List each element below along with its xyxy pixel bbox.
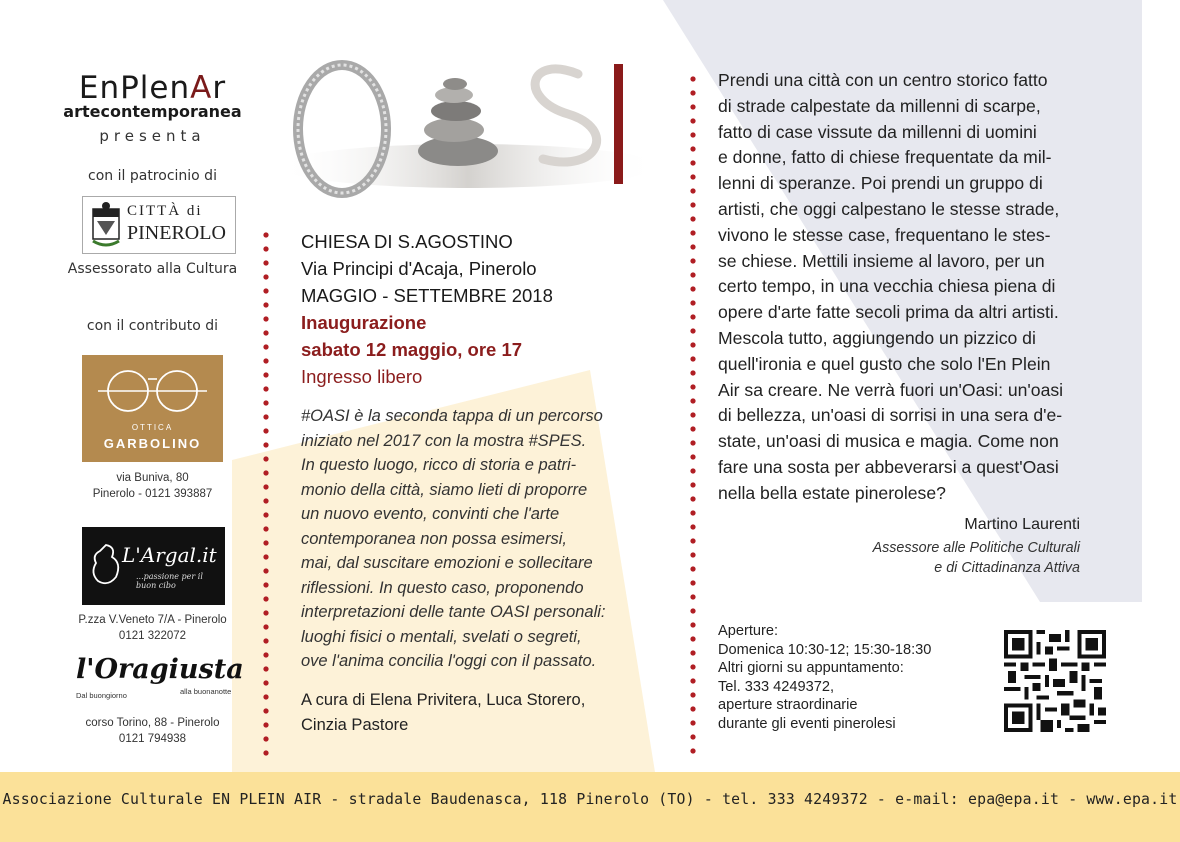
event-description <box>301 404 671 674</box>
brand-logo: EnPlenAr <box>78 70 227 106</box>
largal-address2: 0121 322072 <box>118 630 187 642</box>
oragiusta-address <box>40 715 265 747</box>
oragiusta-tagline-left: Dal buongiorno <box>76 691 127 700</box>
hours-label: Aperture: <box>718 623 779 639</box>
sponsors-label: con il contributo di <box>86 318 219 334</box>
presenta-text: presenta <box>99 127 206 145</box>
pinerolo-city-logo <box>82 196 236 254</box>
footer-bar <box>0 772 1180 842</box>
text-line: Prendi una città con un centro storico fatto <box>718 70 1048 90</box>
curators-line2: Cinzia Pastore <box>301 715 409 734</box>
brand-block <box>40 72 265 145</box>
opening-hours <box>718 622 998 733</box>
description-line: ove l'anima concilia l'oggi con il passato. <box>301 652 597 670</box>
description-line: #OASI è la seconda tappa di un percorso <box>301 407 603 425</box>
oragiusta-logo-text: l'Oragiusta <box>76 654 244 685</box>
rooster-icon <box>88 541 124 591</box>
department-label: Assessorato alla Cultura <box>67 261 238 277</box>
footer-contact-text: Associazione Culturale EN PLEIN AIR - stradale Baudenasca, 118 Pinerolo (TO) - tel. 333 4249372 - e-mail: epa@epa.it - www.epa.it <box>2 791 1178 808</box>
hours-extra2: durante gli eventi pinerolesi <box>718 715 896 732</box>
largal-address1: P.zza V.Veneto 7/A - Pinerolo <box>78 614 227 626</box>
text-line: se chiese. Mettili insieme al lavoro, per un <box>718 250 1045 271</box>
text-line: opere d'arte fatte secoli prima da altri artisti. <box>718 302 1059 323</box>
entry-info: Ingresso libero <box>301 366 423 387</box>
venue-street: Via Principi d'Acaja, Pinerolo <box>301 258 537 279</box>
glasses-icon <box>82 361 223 421</box>
intro-paragraph <box>718 68 1143 507</box>
description-line: contemporanea non possa esimersi, <box>301 529 567 548</box>
description-line: mai, dal suscitare emozioni e sollecitare <box>301 554 593 572</box>
description-line: monio della città, siamo lieti di proporre <box>301 480 588 499</box>
intro-text <box>718 68 1143 507</box>
text-line: artisti, che oggi calpestano le stesse strade, <box>718 198 1060 219</box>
largal-address <box>40 612 265 644</box>
right-dotted-divider <box>689 72 697 756</box>
oragiusta-tagline-right: alla buonanotte <box>180 687 232 696</box>
hours-phone: Tel. 333 4249372, <box>718 678 835 695</box>
ottica-line1: OTTICA <box>131 423 174 432</box>
description-line: un nuovo evento, convinti che l'arte <box>301 505 560 523</box>
venue-name: CHIESA DI S.AGOSTINO <box>301 231 513 252</box>
description-line: iniziato nel 2017 con la mostra #SPES. <box>301 431 587 450</box>
text-line: lenni di speranze. Poi prendi un gruppo di <box>718 173 1043 194</box>
opening-date: sabato 12 maggio, ore 17 <box>301 339 523 360</box>
largal-tagline: ...passione per il buon cibo <box>136 572 203 590</box>
hours-extra1: aperture straordinarie <box>718 697 858 713</box>
curators-line1: A cura di Elena Privitera, Luca Storero, <box>301 690 586 709</box>
largal-logo <box>82 527 225 605</box>
event-details <box>301 228 671 390</box>
largal-logo-text: L'Argal.it <box>122 543 217 567</box>
ottica-address2: Pinerolo - 0121 393887 <box>92 488 213 500</box>
patronage-label: con il patrocinio di <box>88 168 217 184</box>
author-role1: Assessore alle Politiche Culturali <box>872 540 1080 556</box>
author-name: Martino Laurenti <box>964 516 1080 533</box>
text-line: Mescola tutto, aggiungendo un pizzico di <box>718 327 1036 348</box>
text-line: vivono le stesse case, frequentano le stes- <box>718 224 1051 245</box>
oragiusta-address1: corso Torino, 88 - Pinerolo <box>85 717 220 729</box>
city-line2: PINEROLO <box>127 222 226 244</box>
author-signature <box>718 516 1080 578</box>
description-line: interpretazioni delle tante OASI personali: <box>301 603 606 621</box>
curators <box>301 688 671 738</box>
city-crest-icon <box>89 201 123 249</box>
text-line: quell'ironia e quel gusto che solo l'En Plein <box>718 353 1051 374</box>
hours-sunday: Domenica 10:30-12; 15:30-18:30 <box>718 641 932 658</box>
text-line: fatto di case vissute da millenni di uomini <box>718 121 1037 142</box>
oasi-title-artwork <box>278 44 648 204</box>
text-line: nella bella estate pinerolese? <box>718 482 946 503</box>
qr-code-icon[interactable] <box>1004 630 1106 732</box>
ottica-line2: GARBOLINO <box>103 436 202 451</box>
red-candle-I <box>614 64 623 184</box>
author-role2: e di Cittadinanza Attiva <box>934 560 1080 576</box>
brand-subtitle: artecontemporanea <box>63 102 242 121</box>
ottica-address1: via Buniva, 80 <box>116 472 189 484</box>
opening-label: Inaugurazione <box>301 312 427 333</box>
text-line: e donne, fatto di chiese frequentate da mil- <box>718 147 1052 168</box>
city-line1: CITTÀ di <box>127 203 203 219</box>
event-dates: MAGGIO - SETTEMBRE 2018 <box>301 285 553 306</box>
stacked-stones <box>418 78 498 166</box>
description-line: riflessioni. In questo caso, proponendo <box>301 578 584 597</box>
left-dotted-divider <box>262 228 270 756</box>
description-line: luoghi fisici o mentali, svelati o segreti, <box>301 627 582 646</box>
text-line: fare una sosta per abbeverarsi a quest'Oasi <box>718 456 1059 477</box>
oragiusta-address2: 0121 794938 <box>118 733 187 745</box>
text-line: di bellezza, un'oasi di sorrisi in una sera d'e- <box>718 405 1063 426</box>
text-line: certo tempo, in una vecchia chiesa piena di <box>718 276 1056 297</box>
ottica-garbolino-logo <box>82 355 223 462</box>
oragiusta-logo <box>76 654 256 710</box>
event-info <box>301 228 671 738</box>
ottica-address <box>40 470 265 502</box>
description-line: In questo luogo, ricco di storia e patri- <box>301 456 577 474</box>
text-line: di strade calpestate da millenni di scarpe, <box>718 95 1041 116</box>
text-line: Air sa creare. Ne verrà fuori un'Oasi: un'oasi <box>718 379 1064 400</box>
hours-other: Altri giorni su appuntamento: <box>718 660 904 676</box>
text-line: state, un'oasi di musica e magia. Come non <box>718 431 1059 452</box>
